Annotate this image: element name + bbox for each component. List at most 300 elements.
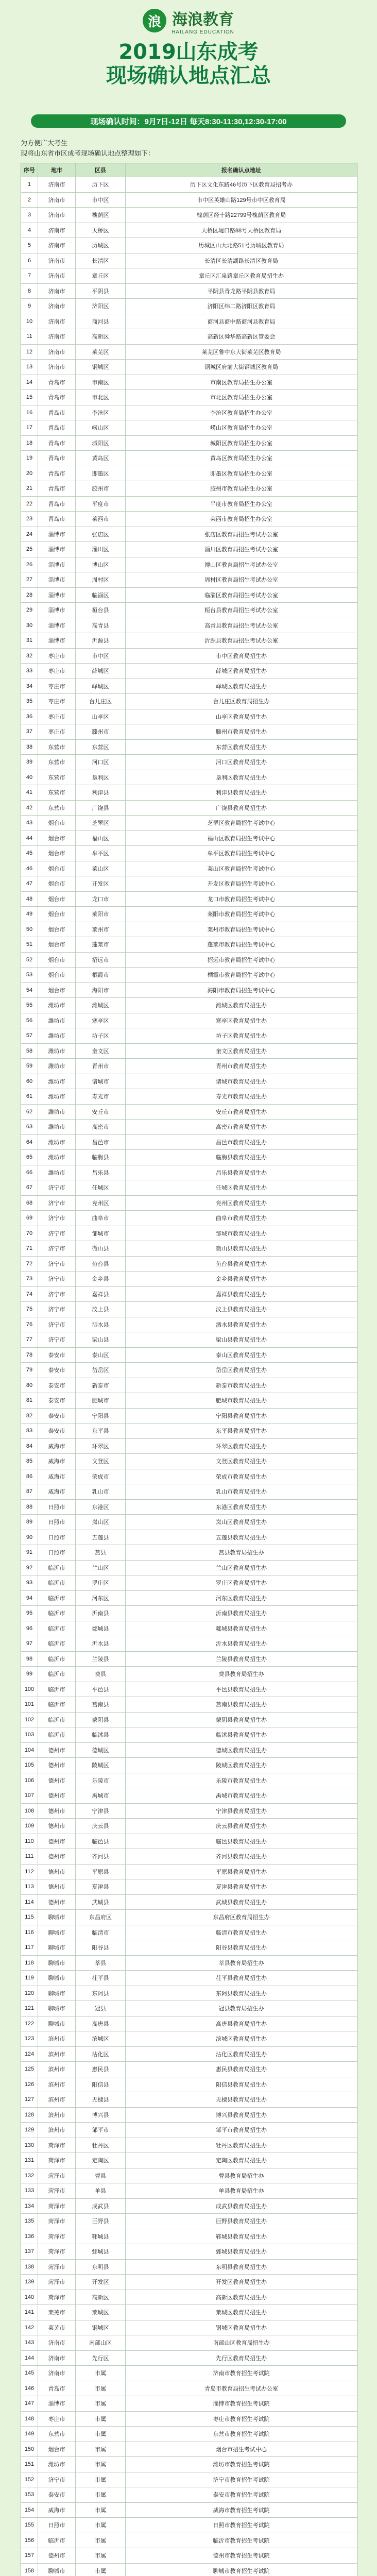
table-row <box>21 2275 357 2290</box>
row-district: 开发区 <box>76 876 126 891</box>
row-index: 104 <box>21 1743 38 1758</box>
row-city: 临沂市 <box>38 1713 76 1727</box>
row-city: 济南市 <box>38 2335 76 2350</box>
row-index: 32 <box>21 649 38 664</box>
row-index: 72 <box>21 1257 38 1272</box>
row-city: 枣庄市 <box>38 724 76 739</box>
row-district: 乳山市 <box>76 1484 126 1499</box>
row-district: 市属 <box>76 2366 126 2381</box>
row-district: 莘县 <box>76 1956 126 1971</box>
row-index: 58 <box>21 1044 38 1059</box>
row-city: 临沂市 <box>38 1697 76 1712</box>
row-city: 淄博市 <box>38 527 76 542</box>
table-row <box>21 755 357 770</box>
row-index: 120 <box>21 1986 38 2001</box>
row-index: 39 <box>21 755 38 770</box>
table-row <box>21 2244 357 2260</box>
row-address: 济宁市教育招生考试院 <box>213 2477 270 2483</box>
row-address: 章丘区汇泉路章丘区教育局招生办 <box>199 273 284 280</box>
row-district: 栖霞市 <box>76 968 126 982</box>
table-row <box>21 1257 357 1272</box>
row-address: 利津县教育局招生办 <box>216 790 267 796</box>
row-district: 嘉祥县 <box>76 1287 126 1302</box>
location-table <box>21 163 357 2576</box>
row-index: 10 <box>21 314 38 329</box>
row-address: 莱山区教育局招生考试中心 <box>207 866 276 872</box>
table-row <box>21 1484 357 1500</box>
row-index: 35 <box>21 694 38 709</box>
row-index: 139 <box>21 2275 38 2290</box>
table-row <box>21 2472 357 2488</box>
row-address: 五莲县教育局招生办 <box>216 1534 267 1541</box>
row-city: 潍坊市 <box>38 1028 76 1043</box>
row-address: 威海市教育招生考试院 <box>213 2507 270 2514</box>
row-district: 即墨区 <box>76 466 126 481</box>
row-index: 5 <box>21 238 38 253</box>
row-city: 德州市 <box>38 1879 76 1894</box>
row-index: 2 <box>21 193 38 208</box>
row-city: 滨州市 <box>38 2077 76 2092</box>
table-row <box>21 709 357 725</box>
header-index: 序号 <box>21 163 38 177</box>
table-row <box>21 1393 357 1409</box>
table-row <box>21 2153 357 2168</box>
table-row <box>21 1910 357 1925</box>
table-row <box>21 2062 357 2077</box>
table-row <box>21 846 357 861</box>
row-district: 利津县 <box>76 785 126 800</box>
row-address: 东港区教育局招生办 <box>216 1504 267 1511</box>
row-address: 安丘市教育局招生办 <box>216 1109 267 1115</box>
row-district: 沂南县 <box>76 1606 126 1621</box>
row-address: 梁山县教育局招生办 <box>216 1337 267 1344</box>
row-city: 烟台市 <box>38 892 76 907</box>
row-address: 平原县教育局招生办 <box>216 1869 267 1875</box>
row-index: 19 <box>21 451 38 466</box>
table-row <box>21 907 357 922</box>
row-district: 台儿庄区 <box>76 694 126 709</box>
row-city: 枣庄市 <box>38 679 76 694</box>
table-row <box>21 557 357 573</box>
row-city: 莱芜市 <box>38 2320 76 2335</box>
table-row <box>21 1773 357 1789</box>
row-city: 临沂市 <box>38 1621 76 1636</box>
table-row <box>21 1180 357 1196</box>
row-address: 嘉祥县教育局招生办 <box>216 1291 267 1298</box>
row-address: 临沭县教育局招生办 <box>216 1732 267 1739</box>
row-city: 潍坊市 <box>38 1135 76 1150</box>
row-address: 乐陵市教育局招生办 <box>216 1777 267 1784</box>
row-index: 42 <box>21 801 38 816</box>
row-address: 淄博市教育招生考试院 <box>213 2401 270 2408</box>
row-address: 莱西市教育局招生办公室 <box>210 516 272 523</box>
row-city: 潍坊市 <box>38 1013 76 1028</box>
table-row <box>21 1013 357 1029</box>
row-city: 济南市 <box>38 2366 76 2381</box>
table-row <box>21 785 357 801</box>
row-address: 市北区教育局招生办公室 <box>210 395 272 401</box>
table-row <box>21 1105 357 1120</box>
row-district: 滕州市 <box>76 724 126 739</box>
row-address: 临沂市教育招生考试院 <box>213 2537 270 2544</box>
table-row <box>21 1682 357 1698</box>
row-district: 微山县 <box>76 1241 126 1256</box>
table-row <box>21 1804 357 1819</box>
row-address: 商河县商中路商河县教育局 <box>207 318 276 325</box>
row-city: 日照市 <box>38 1500 76 1515</box>
row-address: 临朐县教育局招生办 <box>216 1155 267 1161</box>
table-row <box>21 1409 357 1424</box>
table-row <box>21 1606 357 1621</box>
brand-mark-icon: 浪 <box>143 9 166 32</box>
row-address: 蓬莱市教育局招生考试中心 <box>207 942 276 948</box>
row-index: 3 <box>21 208 38 223</box>
table-row <box>21 1727 357 1743</box>
table-row <box>21 937 357 953</box>
row-address: 高唐县教育局招生办 <box>216 2021 267 2027</box>
row-index: 52 <box>21 953 38 968</box>
row-city: 德州市 <box>38 1773 76 1788</box>
table-row <box>21 1211 357 1226</box>
table-row <box>21 876 357 892</box>
row-district: 市属 <box>76 2442 126 2457</box>
row-index: 135 <box>21 2214 38 2229</box>
row-district: 莒南县 <box>76 1697 126 1712</box>
row-index: 51 <box>21 937 38 952</box>
row-district: 泗水县 <box>76 1317 126 1332</box>
row-index: 17 <box>21 420 38 435</box>
row-index: 71 <box>21 1241 38 1256</box>
row-address: 禹城市教育局招生办 <box>216 1793 267 1800</box>
row-address: 陵城区教育局招生办 <box>216 1762 267 1769</box>
row-index: 117 <box>21 1940 38 1955</box>
row-city: 淄博市 <box>38 572 76 587</box>
row-district: 山亭区 <box>76 709 126 724</box>
row-index: 44 <box>21 831 38 846</box>
row-city: 临沂市 <box>38 1591 76 1606</box>
table-row <box>21 253 357 269</box>
row-address: 泗水县教育局招生办 <box>216 1321 267 1328</box>
row-index: 155 <box>21 2518 38 2533</box>
table-row <box>21 405 357 421</box>
row-index: 84 <box>21 1439 38 1454</box>
row-index: 128 <box>21 2108 38 2123</box>
row-district: 高新区 <box>76 329 126 344</box>
row-district: 安丘市 <box>76 1105 126 1120</box>
header-city: 地市 <box>38 163 76 177</box>
row-index: 101 <box>21 1697 38 1712</box>
table-row <box>21 2457 357 2472</box>
row-district: 莱城区 <box>76 2305 126 2320</box>
table-row <box>21 2183 357 2199</box>
row-district: 城阳区 <box>76 436 126 451</box>
row-city: 青岛市 <box>38 497 76 512</box>
table-row <box>21 1545 357 1561</box>
row-address: 胶州市教育局招生办公室 <box>210 486 272 493</box>
table-row <box>21 193 357 208</box>
row-city: 济宁市 <box>38 1196 76 1211</box>
row-district: 高密市 <box>76 1120 126 1134</box>
table-row <box>21 2229 357 2245</box>
table-row <box>21 922 357 938</box>
row-district: 荣成市 <box>76 1469 126 1484</box>
row-district: 先行区 <box>76 2351 126 2366</box>
row-address: 济阳区纬二路济阳区教育局 <box>207 303 276 310</box>
row-city: 临沂市 <box>38 1575 76 1590</box>
table-row <box>21 1561 357 1576</box>
row-district: 乐陵市 <box>76 1773 126 1788</box>
row-address: 博山区教育局招生考试办公室 <box>204 562 278 568</box>
table-row <box>21 1925 357 1941</box>
row-district: 临邑县 <box>76 1834 126 1849</box>
row-address: 任城区教育局招生办 <box>216 1185 267 1192</box>
row-index: 38 <box>21 740 38 755</box>
row-index: 129 <box>21 2123 38 2138</box>
row-district: 淄川区 <box>76 542 126 557</box>
row-city: 泰安市 <box>38 1363 76 1378</box>
row-city: 菏泽市 <box>38 2275 76 2290</box>
row-city: 聊城市 <box>38 2016 76 2031</box>
row-address: 芝罘区教育局招生考试中心 <box>207 820 276 827</box>
row-city: 青岛市 <box>38 420 76 435</box>
row-address: 鄄城县教育局招生办 <box>216 2249 267 2256</box>
row-district: 罗庄区 <box>76 1575 126 1590</box>
row-city: 济南市 <box>38 268 76 283</box>
row-district: 泰山区 <box>76 1348 126 1363</box>
row-district: 临清市 <box>76 1925 126 1940</box>
row-address: 昌乐县教育局招生办 <box>216 1170 267 1176</box>
row-district: 平阴县 <box>76 284 126 299</box>
row-address: 金乡县教育局招生办 <box>216 1276 267 1283</box>
row-address: 开发区教育局招生办 <box>216 2279 267 2286</box>
row-address: 河东区教育局招生办 <box>216 1595 267 1602</box>
row-address: 德州市教育招生考试院 <box>213 2553 270 2560</box>
row-district: 冠县 <box>76 2001 126 2016</box>
row-address: 单县教育局招生办 <box>218 2188 264 2195</box>
table-row <box>21 1515 357 1530</box>
row-index: 45 <box>21 846 38 861</box>
table-row <box>21 284 357 299</box>
table-row <box>21 314 357 330</box>
table-row <box>21 1044 357 1059</box>
row-city: 聊城市 <box>38 1956 76 1971</box>
row-city: 德州市 <box>38 1788 76 1803</box>
row-address: 沾化区教育局招生办 <box>216 2051 267 2058</box>
row-district: 东平县 <box>76 1423 126 1438</box>
row-index: 140 <box>21 2290 38 2305</box>
row-district: 庆云县 <box>76 1819 126 1834</box>
row-address: 费县教育局招生办 <box>218 1671 264 1678</box>
table-row <box>21 1120 357 1135</box>
row-city: 菏泽市 <box>38 2153 76 2168</box>
row-city: 枣庄市 <box>38 709 76 724</box>
row-index: 37 <box>21 724 38 739</box>
row-index: 123 <box>21 2031 38 2046</box>
row-address: 平阴县青龙路平阴县教育局 <box>207 288 276 295</box>
row-index: 126 <box>21 2077 38 2092</box>
row-city: 东营市 <box>38 2427 76 2442</box>
row-city: 临沂市 <box>38 1561 76 1575</box>
row-address: 天桥区堤口路88号天桥区教育局 <box>201 227 282 234</box>
row-address: 乳山市教育局招生办 <box>216 1489 267 1496</box>
row-district: 高唐县 <box>76 2016 126 2031</box>
row-address: 无棣县教育局招生办 <box>216 2097 267 2104</box>
table-row <box>21 375 357 391</box>
row-city: 日照市 <box>38 1515 76 1530</box>
row-address: 高青县教育局招生考试办公室 <box>204 622 278 629</box>
row-index: 132 <box>21 2168 38 2183</box>
table-row <box>21 2396 357 2412</box>
row-district: 市属 <box>76 2381 126 2396</box>
table-row <box>21 466 357 482</box>
table-row <box>21 2442 357 2458</box>
row-address: 冠县教育局招生办 <box>218 2006 264 2012</box>
table-row <box>21 1971 357 1986</box>
row-address: 历城区山大北路51号历城区教育局 <box>198 243 284 249</box>
row-district: 岚山区 <box>76 1515 126 1530</box>
row-index: 90 <box>21 1530 38 1545</box>
row-district: 槐荫区 <box>76 208 126 223</box>
row-district: 李沧区 <box>76 405 126 420</box>
row-city: 泰安市 <box>38 1393 76 1408</box>
row-district: 兰陵县 <box>76 1652 126 1667</box>
row-city: 德州市 <box>38 1895 76 1910</box>
row-city: 菏泽市 <box>38 2214 76 2229</box>
row-city: 淄博市 <box>38 588 76 603</box>
row-index: 102 <box>21 1713 38 1727</box>
row-city: 聊城市 <box>38 2564 76 2576</box>
row-district: 宁津县 <box>76 1804 126 1819</box>
row-address: 微山县教育局招生办 <box>216 1246 267 1252</box>
row-district: 临沭县 <box>76 1727 126 1742</box>
row-district: 蓬莱市 <box>76 937 126 952</box>
row-address: 黄岛区教育局招生办公室 <box>210 455 272 462</box>
row-address: 烟台市招生考试中心 <box>216 2446 267 2453</box>
row-address: 广饶县教育局招生办 <box>216 805 267 811</box>
table-row <box>21 2487 357 2503</box>
row-address: 阳谷县教育局招生办 <box>216 1945 267 1952</box>
row-city: 烟台市 <box>38 831 76 846</box>
row-index: 92 <box>21 1561 38 1575</box>
page-title-line2: 现场确认地点汇总 <box>106 64 271 88</box>
row-district: 寒亭区 <box>76 1013 126 1028</box>
table-row <box>21 2047 357 2062</box>
row-index: 114 <box>21 1895 38 1910</box>
table-row <box>21 861 357 877</box>
row-district: 阳信县 <box>76 2077 126 2092</box>
table-row <box>21 1956 357 1971</box>
row-address: 牡丹区教育局招生办 <box>216 2142 267 2149</box>
row-district: 莱西市 <box>76 512 126 527</box>
row-district: 鱼台县 <box>76 1257 126 1272</box>
row-address: 茌平县教育局招生办 <box>216 1975 267 1982</box>
row-address: 新泰市教育局招生办 <box>216 1382 267 1389</box>
row-district: 招远市 <box>76 953 126 968</box>
row-district: 海阳市 <box>76 983 126 998</box>
row-city: 泰安市 <box>38 1378 76 1393</box>
row-address: 坊子区教育局招生办 <box>216 1033 267 1040</box>
row-index: 81 <box>21 1393 38 1408</box>
row-index: 125 <box>21 2062 38 2077</box>
row-address: 东阿县教育局招生办 <box>216 1990 267 1997</box>
row-city: 泰安市 <box>38 1423 76 1438</box>
row-address: 滨城区教育局招生办 <box>216 2036 267 2043</box>
row-district: 沾化区 <box>76 2047 126 2062</box>
row-index: 91 <box>21 1545 38 1560</box>
row-district: 齐河县 <box>76 1849 126 1864</box>
row-city: 济南市 <box>38 193 76 208</box>
row-city: 莱芜市 <box>38 2305 76 2320</box>
row-address: 牟平区教育局招生考试中心 <box>207 851 276 857</box>
table-row <box>21 1074 357 1090</box>
table-row <box>21 1940 357 1956</box>
row-index: 121 <box>21 2001 38 2016</box>
table-row <box>21 1378 357 1394</box>
row-address: 河口区教育局招生办 <box>216 759 267 766</box>
row-city: 德州市 <box>38 1743 76 1758</box>
table-row <box>21 1530 357 1546</box>
table-row <box>21 1454 357 1469</box>
row-district: 青州市 <box>76 1059 126 1074</box>
row-district: 坊子区 <box>76 1028 126 1043</box>
row-district: 莱芜区 <box>76 345 126 360</box>
row-city: 德州市 <box>38 2548 76 2563</box>
row-district: 费县 <box>76 1667 126 1682</box>
row-district: 周村区 <box>76 572 126 587</box>
row-index: 61 <box>21 1089 38 1104</box>
row-index: 111 <box>21 1849 38 1864</box>
row-district: 曹县 <box>76 2168 126 2183</box>
row-index: 146 <box>21 2381 38 2396</box>
row-district: 德城区 <box>76 1743 126 1758</box>
table-header-row <box>21 163 357 177</box>
row-address: 平邑县教育局招生办 <box>216 1686 267 1693</box>
row-city: 潍坊市 <box>38 998 76 1013</box>
row-district: 新泰市 <box>76 1378 126 1393</box>
table-row <box>21 2335 357 2351</box>
row-address: 桓台县教育局招生考试办公室 <box>204 607 278 614</box>
row-city: 日照市 <box>38 1545 76 1560</box>
row-index: 67 <box>21 1180 38 1195</box>
row-district: 市属 <box>76 2472 126 2487</box>
row-district: 环翠区 <box>76 1439 126 1454</box>
row-address: 武城县教育局招生办 <box>216 1899 267 1906</box>
row-index: 80 <box>21 1378 38 1393</box>
row-city: 滨州市 <box>38 2108 76 2123</box>
row-address: 兰山区教育局招生办 <box>216 1565 267 1571</box>
table-row <box>21 588 357 603</box>
row-district: 济阳区 <box>76 299 126 314</box>
row-district: 长清区 <box>76 253 126 268</box>
row-district: 历下区 <box>76 177 126 192</box>
row-index: 149 <box>21 2427 38 2442</box>
row-city: 日照市 <box>38 1530 76 1545</box>
row-city: 泰安市 <box>38 2487 76 2502</box>
row-district: 夏津县 <box>76 1879 126 1894</box>
row-city: 济南市 <box>38 2351 76 2366</box>
row-district: 五莲县 <box>76 1530 126 1545</box>
row-index: 99 <box>21 1667 38 1682</box>
row-index: 34 <box>21 679 38 694</box>
row-district: 沂水县 <box>76 1636 126 1651</box>
table-row <box>21 816 357 831</box>
row-district: 牟平区 <box>76 846 126 861</box>
row-city: 潍坊市 <box>38 1089 76 1104</box>
row-city: 临沂市 <box>38 2533 76 2548</box>
table-row <box>21 1788 357 1804</box>
row-address: 市中区教育局招生办 <box>216 653 267 659</box>
table-row <box>21 1469 357 1485</box>
